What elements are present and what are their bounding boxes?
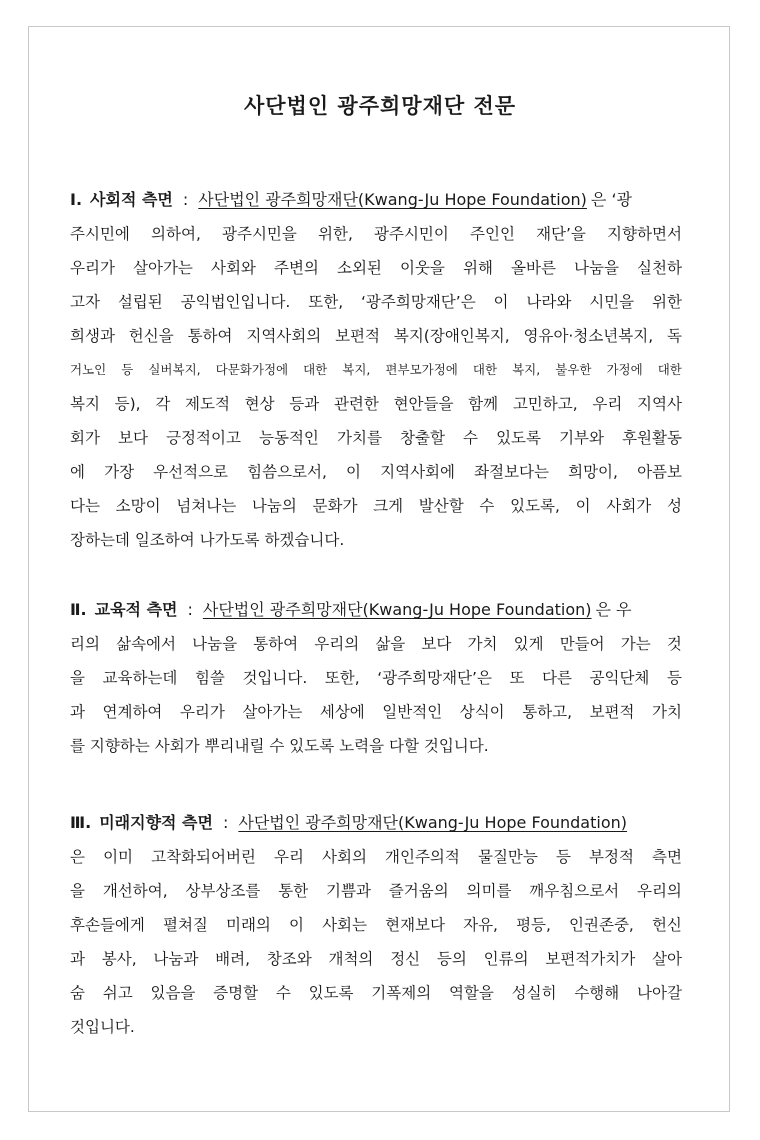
section-label: 미래지향적 측면 bbox=[99, 813, 213, 832]
foundation-name: 사단법인 광주희망재단(Kwang-Ju Hope Foundation) bbox=[202, 600, 592, 619]
body-line: 을 교육하는데 힘쓸 것입니다. 또한, ‘광주희망재단’은 또 다른 공익단체 등 bbox=[70, 669, 682, 687]
body-line: 주시민에 의하여, 광주시민을 위한, 광주시민이 주인인 재단’을 지향하면서 bbox=[70, 225, 682, 243]
body-line: 숨 쉬고 있음을 증명할 수 있도록 기폭제의 역할을 성실히 수행해 나아갈 bbox=[70, 984, 682, 1002]
body-line: 후손들에게 펼쳐질 미래의 이 사회는 현재보다 자유, 평등, 인권존중, 헌신 bbox=[70, 916, 682, 934]
section-social bbox=[70, 183, 682, 557]
body-line: 리의 삶속에서 나눔을 통하여 우리의 삶을 보다 가치 있게 만들어 가는 것 bbox=[70, 635, 682, 653]
body-line: 희생과 헌신을 통하여 지역사회의 보편적 복지(장애인복지, 영유아·청소년복지, 독 bbox=[70, 327, 682, 345]
section-heading bbox=[70, 806, 682, 840]
body-line: 회가 보다 긍정적이고 능동적인 가치를 창출할 수 있도록 기부와 후원활동 bbox=[70, 429, 682, 447]
body-line: 거노인 등 실버복지, 다문화가정에 대한 복지, 편부모가정에 대한 복지, 불우한 가정에 대한 bbox=[70, 362, 682, 377]
body-line: 에 가장 우선적으로 힘씀으로서, 이 지역사회에 좌절보다는 희망이, 아픔보 bbox=[70, 463, 682, 481]
section-future bbox=[70, 806, 682, 1044]
heading-tail-text: 은 ‘광 bbox=[590, 190, 633, 209]
foundation-name: 사단법인 광주희망재단(Kwang-Ju Hope Foundation) bbox=[198, 190, 587, 209]
body-line: 장하는데 일조하여 나가도록 하겠습니다. bbox=[70, 531, 345, 549]
body-line: 복지 등), 각 제도적 현상 등과 관련한 현안들을 함께 고민하고, 우리 지역사 bbox=[70, 395, 682, 413]
body-line: 를 지향하는 사회가 뿌리내릴 수 있도록 노력을 다할 것입니다. bbox=[70, 737, 489, 755]
page-title: 사단법인 광주희망재단 전문 bbox=[243, 94, 517, 118]
section-heading bbox=[70, 593, 682, 627]
section-number: Ⅰ. bbox=[70, 190, 83, 209]
section-colon: : bbox=[222, 813, 229, 832]
foundation-name: 사단법인 광주희망재단(Kwang-Ju Hope Foundation) bbox=[238, 813, 627, 832]
body-line: 고자 설립된 공익법인입니다. 또한, ‘광주희망재단’은 이 나라와 시민을 위한 bbox=[70, 293, 682, 311]
section-label: 교육적 측면 bbox=[94, 600, 178, 619]
body-line: 것입니다. bbox=[70, 1018, 135, 1036]
section-colon: : bbox=[182, 190, 189, 209]
section-education bbox=[70, 593, 682, 763]
section-heading bbox=[70, 183, 682, 217]
section-number: Ⅲ. bbox=[70, 813, 92, 832]
body-line: 다는 소망이 넘쳐나는 나눔의 문화가 크게 발산할 수 있도록, 이 사회가 성 bbox=[70, 497, 682, 515]
section-number: Ⅱ. bbox=[70, 600, 87, 619]
body-line: 우리가 살아가는 사회와 주변의 소외된 이웃을 위해 올바른 나눔을 실천하 bbox=[70, 259, 682, 277]
body-line: 과 연계하여 우리가 살아가는 세상에 일반적인 상식이 통하고, 보편적 가치 bbox=[70, 703, 682, 721]
section-colon: : bbox=[187, 600, 193, 619]
heading-tail-text: 은 우 bbox=[595, 600, 632, 619]
section-label: 사회적 측면 bbox=[90, 190, 173, 209]
body-line: 은 이미 고착화되어버린 우리 사회의 개인주의적 물질만능 등 부정적 측면 bbox=[70, 848, 682, 866]
body-line: 과 봉사, 나눔과 배려, 창조와 개척의 정신 등의 인류의 보편적가치가 살아 bbox=[70, 950, 682, 968]
body-line: 을 개선하여, 상부상조를 통한 기쁨과 즐거움의 의미를 깨우침으로서 우리의 bbox=[70, 882, 682, 900]
